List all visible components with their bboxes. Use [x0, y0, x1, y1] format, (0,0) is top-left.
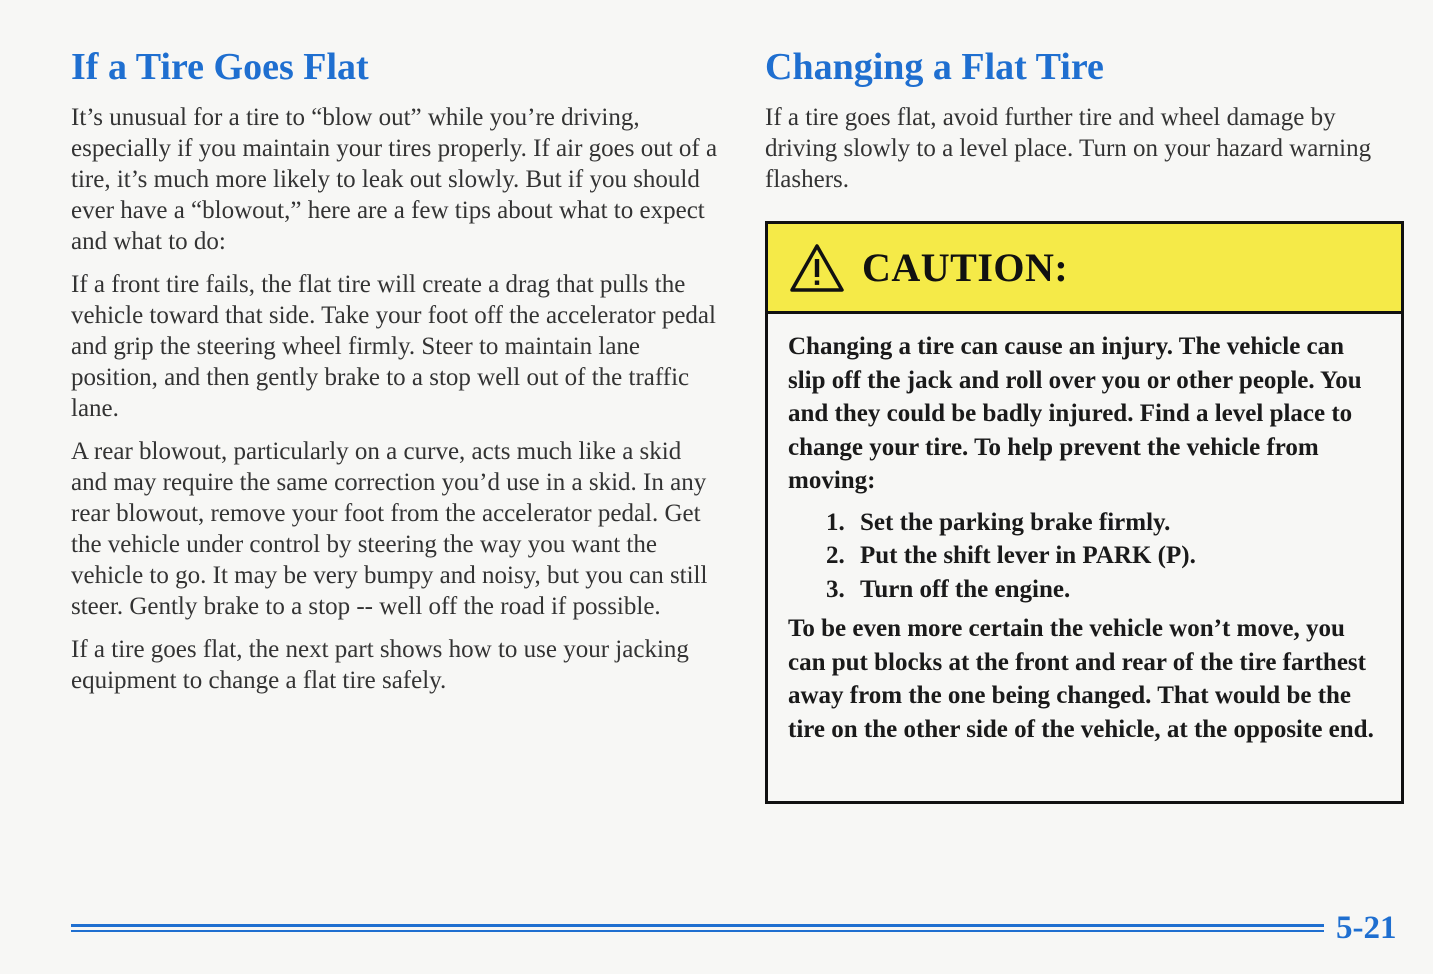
paragraph-rear-blowout: A rear blowout, particularly on a curve, acts much like a skid and may require the same correction you’d use in a skid. In any rear blowout, remove your foot from the accelerator pedal. Get the vehicle under control by steering the way you want the vehicle to go. It may be very bumpy and noisy, but you can still steer. Gently brake to a stop -- well off the road if possible.: [71, 438, 708, 620]
paragraph-front-tire: If a front tire fails, the flat tire will create a drag that pulls the vehicle toward that side. Take your foot off the accelerator pedal and grip the steering wheel firmly. Steer to maintain lane position, and then gently brake to a stop well out of the traffic lane.: [71, 271, 716, 422]
paragraph-next-part: If a tire goes flat, the next part shows how to use your jacking equipment to change a flat tire safely.: [71, 636, 689, 694]
list-item: 3. Turn off the engine.: [826, 575, 1071, 603]
warning-triangle-icon: [790, 243, 844, 293]
caution-box: [765, 221, 1404, 804]
caution-paragraph-blocks: To be even more certain the vehicle won’t move, you can put blocks at the front and rear of the tire farthest away from the one being changed. That would be the tire on the other side of the vehicle, at the opposite end.: [788, 615, 1374, 743]
list-item: 2. Put the shift lever in PARK (P).: [826, 542, 1196, 569]
page-number: 5-21: [1336, 910, 1397, 946]
paragraph-blowout-intro: It’s unusual for a tire to “blow out” while you’re driving, especially if you maintain your tires properly. If air goes out of a tire, it’s much more likely to leak out slowly. But if you should ever have a “blowout,” here are a few tips about what to expect and what to do:: [71, 104, 718, 255]
list-item: 1. Set the parking brake firmly.: [826, 508, 1171, 536]
caution-body: [768, 314, 1401, 746]
footer-rule: [71, 924, 1324, 934]
paragraph-changing-intro: If a tire goes flat, avoid further tire and wheel damage by driving slowly to a level place. Turn on your hazard warning flashers.: [765, 104, 1372, 193]
caution-header: [768, 224, 1401, 314]
section-title-tire-flat: If a Tire Goes Flat: [71, 46, 369, 88]
section-title-changing-tire: Changing a Flat Tire: [765, 46, 1104, 88]
right-column: [765, 44, 1405, 207]
caution-title: CAUTION:: [862, 245, 1069, 290]
caution-paragraph-injury: Changing a tire can cause an injury. The vehicle can slip off the jack and roll over you or other people. You and they could be badly injured. Find a level place to change your tire. To help prevent the vehicle from moving:: [788, 333, 1362, 494]
left-column: [71, 44, 721, 708]
caution-steps-list: [788, 506, 1381, 607]
